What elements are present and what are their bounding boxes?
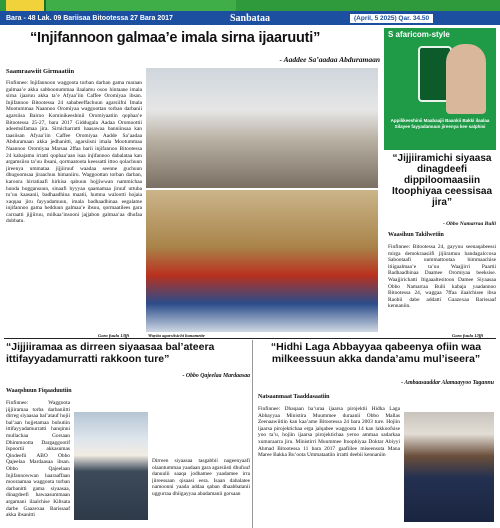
bottom-left-body-col2: Dirreen siyaasaa tasgabbii nageenyaafi olaantummaa yaadaan gara agarsiisti dhufuuf danuulii saaqa jodhamee yaadamee irra jiireessaan qisaasi eera. Isaan dabalatee namoonni yaada addaa qaban dhaabbatanii uggurraa dhiigayyaa abadamanii gorsaan: [152, 458, 250, 497]
newspaper-nameplate: [46, 0, 236, 11]
side-body-text: Finfinnee: Bitootessa 24, gayyuu seenaqabeessi mirga demokraasiifi jijiiramuu handagalccosa Sabootaafi uummattootaa bimmaachise itiigaalmaa’e ta’uu Waajjirri Paartii Badhaadhinaa Daamee Oromiyaa beeksise. Waajjirichatti Itigaaaltesitoon Damee Siyaasaa Obbo Namarraa Bulii kabaja yaadannoo Bitootessa 24, waggaa 7ffaa ilaalchisee ibsa Raobii dabe addatti Gaazexaa Barissaaf kennaniin.: [388, 244, 496, 310]
issue-day: Sanbataa: [230, 12, 271, 24]
bottom-right-headline: “Hidhi Laga Abbayyaa qabeenya ofiin waa milkeessuun akka danda’amu mul’iseera”: [270, 341, 482, 365]
advert-person-image: [446, 44, 486, 114]
issue-line: Bara - 48 Lak. 09 Bariisaa Bitootessa 27 Bara 2017: [6, 14, 173, 22]
issue-price: (April, 5 2025) Qar. 34.50: [350, 14, 433, 23]
bottom-left-portrait: [74, 412, 148, 520]
advert-brand: S afaricom-style: [388, 30, 450, 39]
bottom-left-body-col1: Finfinnee: Waggoota jijjiiramaa torba darbaniitti dirreg siyaasaa bal’atauf hojii bal’aan hojjetamaa buhutiin ittifayyadamurratti hanqinni mullachaa Gorsaan Dhimmootta Dargaggootif Ispoortii akkasumas Qindeefii ABO Obbo Qajeelaa Mardaasaa ibsan. Obbo Qajeelaan Injifannowwan haaraaffaan mooraamaa waggoota torban darbanitti gama siyaasaa, dinagdeefi hawaasummaan argamani ilaalchise Kiltsata darbe Gaazexaa Barissaaf akka ibsanitti: [6, 400, 70, 519]
lead-headline: “Injifannoon galmaa’e imala sirna ijaaruuti”: [30, 30, 321, 46]
advertisement-banner[interactable]: [384, 28, 496, 150]
lead-body-text: Finfinnee: Injifannoon waggoota torban darban gama maraan galmaa’e akka sabboonummaa ilaalamu osoo hintaane imala sirna ijaaruu akka ta’e Afyaa’iin Caffee Oromiyaa ibsan. Injifannoo Bitootessa 24 sababeeffachuun agarsiifni Imala Mootummaa Naannoo Oromiyaa waggoottan torban darbanii agarsiisa Bairoo Kominikeeshinii Oromiyaatiin qophaa’e Bitootessa 25-27, bara 2017 Giddugala Aadaa Oromoottii adeemsifamaa jira. Sirnicharratti haasawaa banniinsaa kan taasiisan Afyaa’iin Caffee Oromiyaa Aadde Sa’aadaa Abduramaan akka jedhanitti, agarsiisni imala Mootummaa Naannoo Oromiyaa Marsaa 2ffaa barii injifannoo Bitootessa 24 kabajamu irratti qophaa’aan isaa injifannoo dabalataa kan argamsiisu ta’uu ibsani, qormaatoota keessatti ittoo qolachuun jireenya ummataa jijjiiruuf waadaa seenne guchuun dhugoomsaa jiraachuu himaniiru. Waggoottan torban darban, karoora hirratiaafi hirkisa qabuun hojjiwwan nammichaa hunda hoggansuun, sinaafi hyyyaa qaamamaa jiruuf uttuba tu’uu kaasanii, badhaadhina maatii, humna walootti hojaia xaqqaa jiru fayyadamuun, imala badhaadhinaa eegalame injifannoo gama hedduun galmaa’e ibsuu, qormaatilees gara carraatti jijjiiruu, milkaa’insooni jajjabon galmaa’aa dhufaa dubbatu.: [6, 80, 142, 225]
bottom-left-headline: “Jijjiiramaa as dirreen siyaasaa bal’ateera ittifayyadamurratti rakkoon ture”: [6, 341, 215, 365]
bottom-right-body-text: Finfinnee: Dhaqaan ba’uraa ijaarsa pirojektii Hidha Laga Abbayyaa Ministira Muummee duraanii Obbo Mallas Zeenaawiitiin kan kaa’ame Bitootessa 24 bara 2003 ture. Hojiin ijaarsa pirojektichaa erga jalqabee waggoota 14 kan lakkoofsise yoo ta’u, hojiin ijaarsa pirojektichaa yeroo ammaa sadarkaa xumuraarra jiru. Ministirri Muummee Itoophiyaa Doktar Abiyyi Ahmad Bitootessa 11 bara 2017 gaafiilee miseensota Mana Maree Bakka Bu’oota Ummataatiin irratti deebii kennaniin: [258, 406, 400, 459]
lead-continued-caption: Gara fuula 13ffi: [98, 333, 130, 338]
newspaper-logo: [6, 0, 46, 11]
lead-photo-cultural-dancers: [146, 190, 378, 332]
lead-author: Saamraawiit Girmaatiin: [6, 68, 75, 75]
side-headline: “Jijjiiramichi siyaasa dinagdeefi dippiloomaasiin Itoophiyaa ceessisaa jira”: [391, 153, 493, 208]
section-divider: [4, 338, 496, 339]
bottom-right-byline: - Ambaasaaddar Alamaayyoo Tagannu: [401, 380, 494, 386]
side-continued-caption: Gara fuula 12ffi: [452, 333, 484, 338]
bottom-right-portrait: [404, 412, 494, 522]
bottom-left-author: Waaqshuun Fiqaaduutiin: [6, 388, 72, 394]
lead-photo-exhibition: [146, 68, 378, 188]
side-byline: - Obbo Namarraa Bulii: [442, 221, 496, 227]
side-author: Waasihun Takilwetiin: [388, 232, 444, 238]
issue-bar: [0, 11, 500, 25]
lead-byline: - Aaddee Sa’aadaa Abduramaan: [279, 55, 380, 64]
lead-photo-caption: Wayita agarsiisichi banamette: [148, 333, 205, 338]
bottom-left-byline: - Obbo Qajeelaa Mardaasaa: [182, 373, 250, 379]
advert-text: Appilikeeshinii Maabaajii Baankii Bakki ilaalaa Silayee fayyadamuun jireenya kee salphisi: [390, 118, 490, 129]
column-divider: [252, 340, 253, 528]
bottom-right-author: Natsaanmaat Taaddasaatiin: [258, 394, 330, 400]
